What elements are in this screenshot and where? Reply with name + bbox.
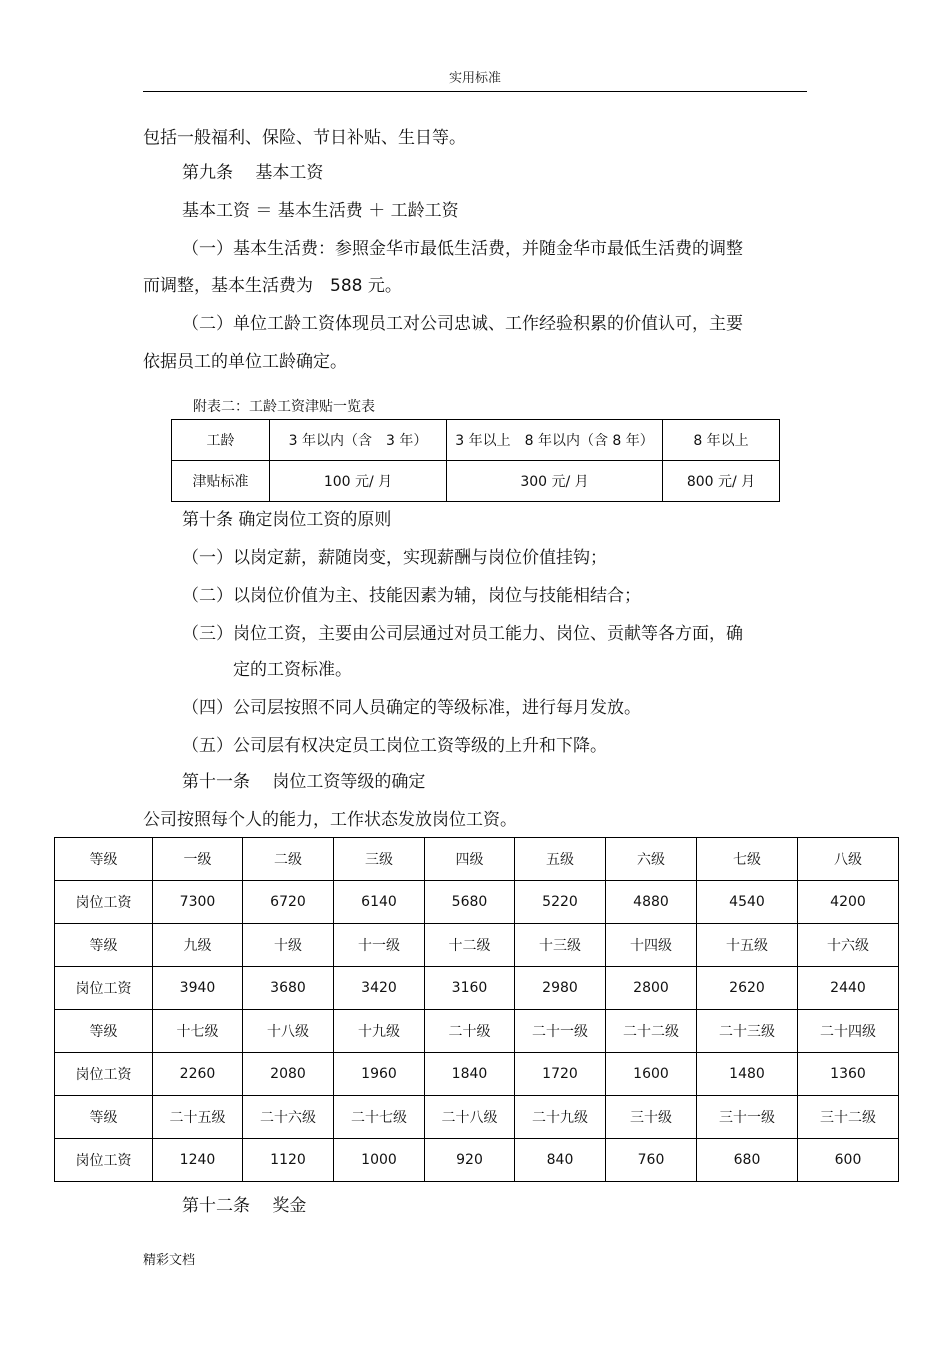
table-cell: 300 元/ 月 xyxy=(447,461,663,502)
table-cell: 1960 xyxy=(334,1053,425,1096)
principle-5: （五）公司层有权决定员工岗位工资等级的上升和下降。 xyxy=(182,736,607,756)
table-cell: 七级 xyxy=(697,838,798,881)
table-cell: 岗位工资 xyxy=(55,881,153,924)
header-divider xyxy=(143,91,807,92)
base-salary-formula: 基本工资 ＝ 基本生活费 ＋ 工龄工资 xyxy=(182,201,459,221)
table-cell: 100 元/ 月 xyxy=(270,461,447,502)
table-cell: 3940 xyxy=(153,967,243,1010)
article-12-heading: 第十二条 奖金 xyxy=(182,1196,307,1216)
table1-caption: 附表二：工龄工资津贴一览表 xyxy=(193,399,375,415)
table-cell: 5220 xyxy=(515,881,606,924)
page-header-title: 实用标准 xyxy=(448,71,501,86)
table-cell: 1600 xyxy=(606,1053,697,1096)
paragraph-living-cost-line2: 而调整，基本生活费为 588 元。 xyxy=(143,276,402,296)
table-cell: 4200 xyxy=(798,881,899,924)
table-cell: 十级 xyxy=(243,924,334,967)
table-row xyxy=(55,967,899,1010)
table-cell: 3160 xyxy=(425,967,515,1010)
table-cell: 920 xyxy=(425,1139,515,1182)
table-cell: 2620 xyxy=(697,967,798,1010)
table-cell: 8 年以上 xyxy=(663,420,780,461)
table-row xyxy=(55,1010,899,1053)
table-row xyxy=(55,1096,899,1139)
article-11-heading: 第十一条 岗位工资等级的确定 xyxy=(182,772,426,792)
table-cell: 三级 xyxy=(334,838,425,881)
table-cell: 十七级 xyxy=(153,1010,243,1053)
table-cell: 二十五级 xyxy=(153,1096,243,1139)
table-cell: 800 元/ 月 xyxy=(663,461,780,502)
table-cell: 3 年以上 8 年以内（含 8 年） xyxy=(447,420,663,461)
table-cell: 十五级 xyxy=(697,924,798,967)
position-salary-table-body xyxy=(55,838,899,1182)
table-cell: 二十六级 xyxy=(243,1096,334,1139)
table-cell: 工龄 xyxy=(172,420,270,461)
table-cell: 二级 xyxy=(243,838,334,881)
table-cell: 三十级 xyxy=(606,1096,697,1139)
table-cell: 7300 xyxy=(153,881,243,924)
table-cell: 十二级 xyxy=(425,924,515,967)
table-row xyxy=(55,1053,899,1096)
table-row xyxy=(55,881,899,924)
table-row xyxy=(55,924,899,967)
principle-3-line1: （三）岗位工资，主要由公司层通过对员工能力、岗位、贡献等各方面，确 xyxy=(182,624,743,644)
paragraph-seniority-line2: 依据员工的单位工龄确定。 xyxy=(143,352,347,372)
table-cell: 二十九级 xyxy=(515,1096,606,1139)
table-cell: 三十一级 xyxy=(697,1096,798,1139)
seniority-allowance-table xyxy=(171,419,780,502)
table-cell: 十四级 xyxy=(606,924,697,967)
table-cell: 二十一级 xyxy=(515,1010,606,1053)
table-cell: 600 xyxy=(798,1139,899,1182)
table-cell: 4880 xyxy=(606,881,697,924)
article-9-heading: 第九条 基本工资 xyxy=(182,163,324,183)
table-cell: 1000 xyxy=(334,1139,425,1182)
principle-4: （四）公司层按照不同人员确定的等级标准，进行每月发放。 xyxy=(182,698,641,718)
table-cell: 1120 xyxy=(243,1139,334,1182)
table-cell: 二十级 xyxy=(425,1010,515,1053)
table-cell: 5680 xyxy=(425,881,515,924)
table-cell: 二十七级 xyxy=(334,1096,425,1139)
table-cell: 6720 xyxy=(243,881,334,924)
article-10-heading: 第十条 确定岗位工资的原则 xyxy=(182,510,392,530)
table-row xyxy=(55,838,899,881)
page-footer: 精彩文档 xyxy=(143,1253,196,1268)
table-cell: 岗位工资 xyxy=(55,1139,153,1182)
seniority-allowance-table-body xyxy=(172,420,780,502)
table-cell: 等级 xyxy=(55,924,153,967)
paragraph-living-cost-line1: （一）基本生活费：参照金华市最低生活费，并随金华市最低生活费的调整 xyxy=(182,239,743,259)
table-cell: 1240 xyxy=(153,1139,243,1182)
table-cell: 岗位工资 xyxy=(55,967,153,1010)
table-cell: 六级 xyxy=(606,838,697,881)
table-cell: 二十二级 xyxy=(606,1010,697,1053)
principle-1: （一）以岗定薪，薪随岗变，实现薪酬与岗位价值挂钩； xyxy=(182,548,607,568)
table-row xyxy=(55,1139,899,1182)
table-cell: 一级 xyxy=(153,838,243,881)
table-cell: 840 xyxy=(515,1139,606,1182)
table-cell: 等级 xyxy=(55,1010,153,1053)
table-cell: 等级 xyxy=(55,838,153,881)
table-cell: 十六级 xyxy=(798,924,899,967)
position-salary-table xyxy=(54,837,899,1182)
table-cell: 十八级 xyxy=(243,1010,334,1053)
table-row xyxy=(172,461,780,502)
paragraph-position-salary: 公司按照每个人的能力，工作状态发放岗位工资。 xyxy=(143,810,517,830)
table-cell: 二十四级 xyxy=(798,1010,899,1053)
table-cell: 五级 xyxy=(515,838,606,881)
table-cell: 4540 xyxy=(697,881,798,924)
table-cell: 1720 xyxy=(515,1053,606,1096)
table-cell: 十三级 xyxy=(515,924,606,967)
principle-2: （二）以岗位价值为主、技能因素为辅，岗位与技能相结合； xyxy=(182,586,641,606)
table-cell: 三十二级 xyxy=(798,1096,899,1139)
table-cell: 2800 xyxy=(606,967,697,1010)
table-cell: 760 xyxy=(606,1139,697,1182)
table-cell: 八级 xyxy=(798,838,899,881)
table-cell: 6140 xyxy=(334,881,425,924)
table-cell: 岗位工资 xyxy=(55,1053,153,1096)
principle-3-line2: 定的工资标准。 xyxy=(233,660,352,680)
table-cell: 四级 xyxy=(425,838,515,881)
table-cell: 十一级 xyxy=(334,924,425,967)
table-cell: 680 xyxy=(697,1139,798,1182)
paragraph-seniority-line1: （二）单位工龄工资体现员工对公司忠诚、工作经验积累的价值认可，主要 xyxy=(182,314,743,334)
table-cell: 2980 xyxy=(515,967,606,1010)
table-cell: 二十三级 xyxy=(697,1010,798,1053)
table-cell: 1480 xyxy=(697,1053,798,1096)
paragraph-benefits: 包括一般福利、保险、节日补贴、生日等。 xyxy=(143,128,466,148)
table-cell: 1840 xyxy=(425,1053,515,1096)
table-cell: 2080 xyxy=(243,1053,334,1096)
table-row xyxy=(172,420,780,461)
table-cell: 2260 xyxy=(153,1053,243,1096)
table-cell: 3420 xyxy=(334,967,425,1010)
table-cell: 3 年以内（含 3 年） xyxy=(270,420,447,461)
table-cell: 九级 xyxy=(153,924,243,967)
table-cell: 等级 xyxy=(55,1096,153,1139)
table-cell: 二十八级 xyxy=(425,1096,515,1139)
table-cell: 十九级 xyxy=(334,1010,425,1053)
table-cell: 1360 xyxy=(798,1053,899,1096)
table-cell: 3680 xyxy=(243,967,334,1010)
table-cell: 津贴标准 xyxy=(172,461,270,502)
table-cell: 2440 xyxy=(798,967,899,1010)
